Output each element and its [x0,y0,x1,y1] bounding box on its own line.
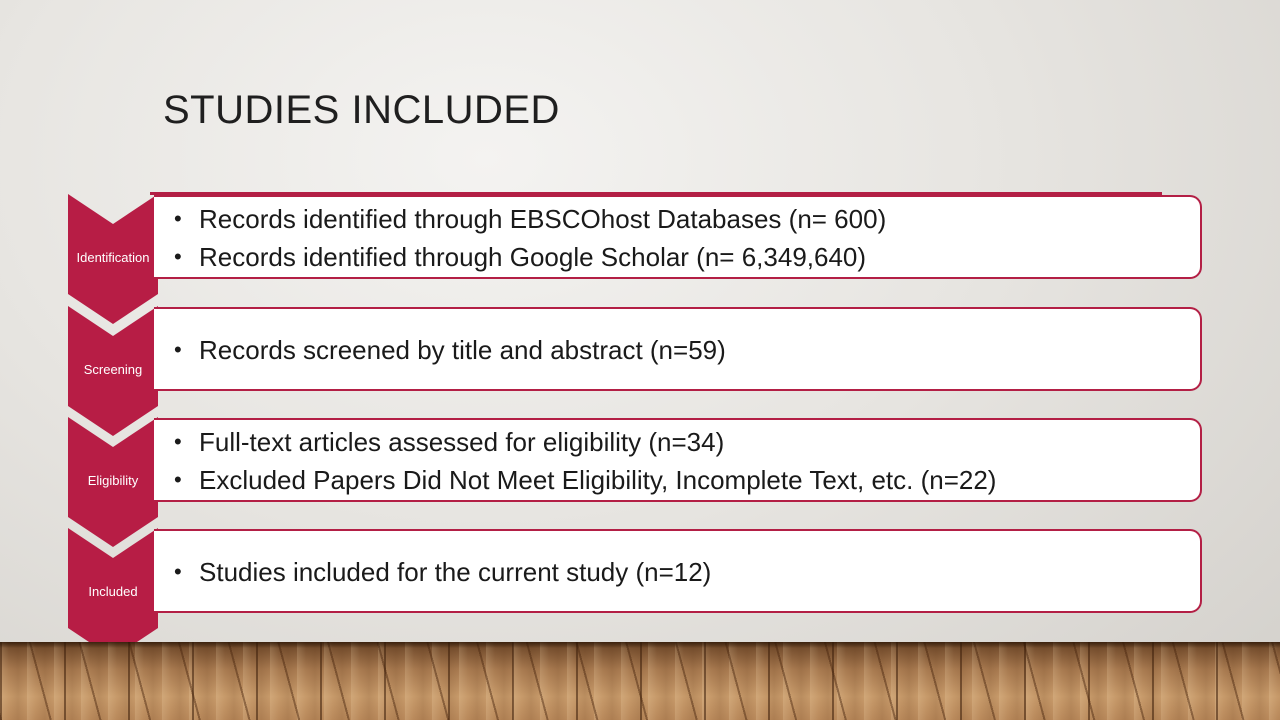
bullet-list [154,420,1200,499]
stage-box-identification [154,195,1202,279]
bullet-icon: • [174,429,182,454]
bullet-icon: • [174,244,182,269]
stage-box-screening [154,307,1202,391]
list-item: • Excluded Papers Did Not Meet Eligibility, Incomplete Text, etc. (n=22) [154,461,1200,499]
list-item: • Records identified through Google Scholar (n= 6,349,640) [154,238,1200,276]
list-item: • Records identified through EBSCOhost Databases (n= 600) [154,200,1200,238]
stage-box-eligibility [154,418,1202,502]
bullet-icon: • [174,467,182,492]
bullet-list [154,197,1200,276]
bullet-icon: • [174,559,182,584]
bullet-list [154,309,1200,369]
bullet-icon: • [174,337,182,362]
stage-label-eligibility: Eligibility [87,473,139,488]
stage-label-identification: Identification [76,250,150,265]
bullet-list [154,531,1200,591]
wood-floor [0,642,1280,720]
list-item: • Records screened by title and abstract (n=59) [154,331,1200,369]
slide-title: STUDIES INCLUDED [163,88,560,132]
stage-label-screening: Screening [83,362,143,377]
stage-label-included: Included [88,584,138,599]
bullet-icon: • [174,206,182,231]
list-item: • Studies included for the current study (n=12) [154,553,1200,591]
stage-box-included [154,529,1202,613]
list-item: • Full-text articles assessed for eligibility (n=34) [154,423,1200,461]
